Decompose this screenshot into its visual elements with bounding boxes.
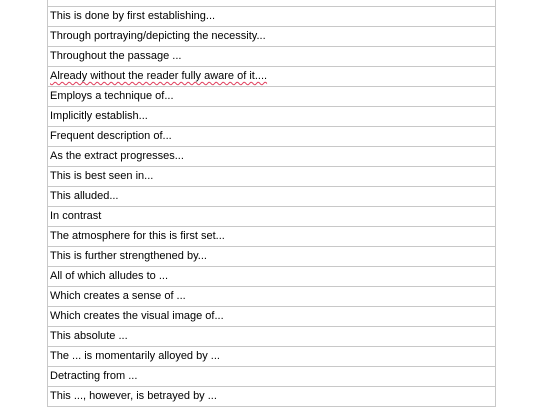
table-cell[interactable]: This is best seen in... xyxy=(48,167,496,187)
table-row xyxy=(48,227,496,247)
table-row xyxy=(48,387,496,407)
table-cell[interactable]: This alluded... xyxy=(48,187,496,207)
table-cell[interactable]: Implicitly establish... xyxy=(48,107,496,127)
table-row xyxy=(48,247,496,267)
table-row xyxy=(48,307,496,327)
table-cell[interactable]: Through portraying/depicting the necessity... xyxy=(48,27,496,47)
table-row xyxy=(48,67,496,87)
table-cell[interactable]: Which creates a sense of ... xyxy=(48,287,496,307)
table-row xyxy=(48,267,496,287)
table-cell[interactable]: Frequent description of... xyxy=(48,127,496,147)
table-row xyxy=(48,127,496,147)
table-row xyxy=(48,327,496,347)
table-row xyxy=(48,107,496,127)
table-row xyxy=(48,347,496,367)
table-row xyxy=(48,87,496,107)
spellcheck-flagged-text: Already without the reader fully aware of it.... xyxy=(50,70,268,82)
table-cell[interactable]: As the extract progresses... xyxy=(48,147,496,167)
table-row xyxy=(48,187,496,207)
table-cell[interactable]: This ..., however, is betrayed by ... xyxy=(48,387,496,407)
table-row xyxy=(48,167,496,187)
table-cell[interactable]: All of which alludes to ... xyxy=(48,267,496,287)
table-cell[interactable]: This absolute ... xyxy=(48,327,496,347)
table-row xyxy=(48,7,496,27)
table-cell[interactable]: Which creates the visual image of... xyxy=(48,307,496,327)
table-cell[interactable]: Detracting from ... xyxy=(48,367,496,387)
table-row xyxy=(48,207,496,227)
phrase-table xyxy=(47,0,496,407)
table-cell[interactable]: Employs a technique of... xyxy=(48,87,496,107)
table-cell[interactable]: This is further strengthened by... xyxy=(48,247,496,267)
table-row xyxy=(48,287,496,307)
table-cell[interactable]: This is done by first establishing... xyxy=(48,7,496,27)
table-cell[interactable]: The ... is momentarily alloyed by ... xyxy=(48,347,496,367)
table-cell[interactable]: Throughout the passage ... xyxy=(48,47,496,67)
table-row xyxy=(48,27,496,47)
table-row xyxy=(48,367,496,387)
table-row xyxy=(48,147,496,167)
table-cell[interactable]: In contrast xyxy=(48,207,496,227)
table-row xyxy=(48,47,496,67)
table-cell[interactable] xyxy=(48,67,496,87)
table-cell[interactable]: The atmosphere for this is first set... xyxy=(48,227,496,247)
